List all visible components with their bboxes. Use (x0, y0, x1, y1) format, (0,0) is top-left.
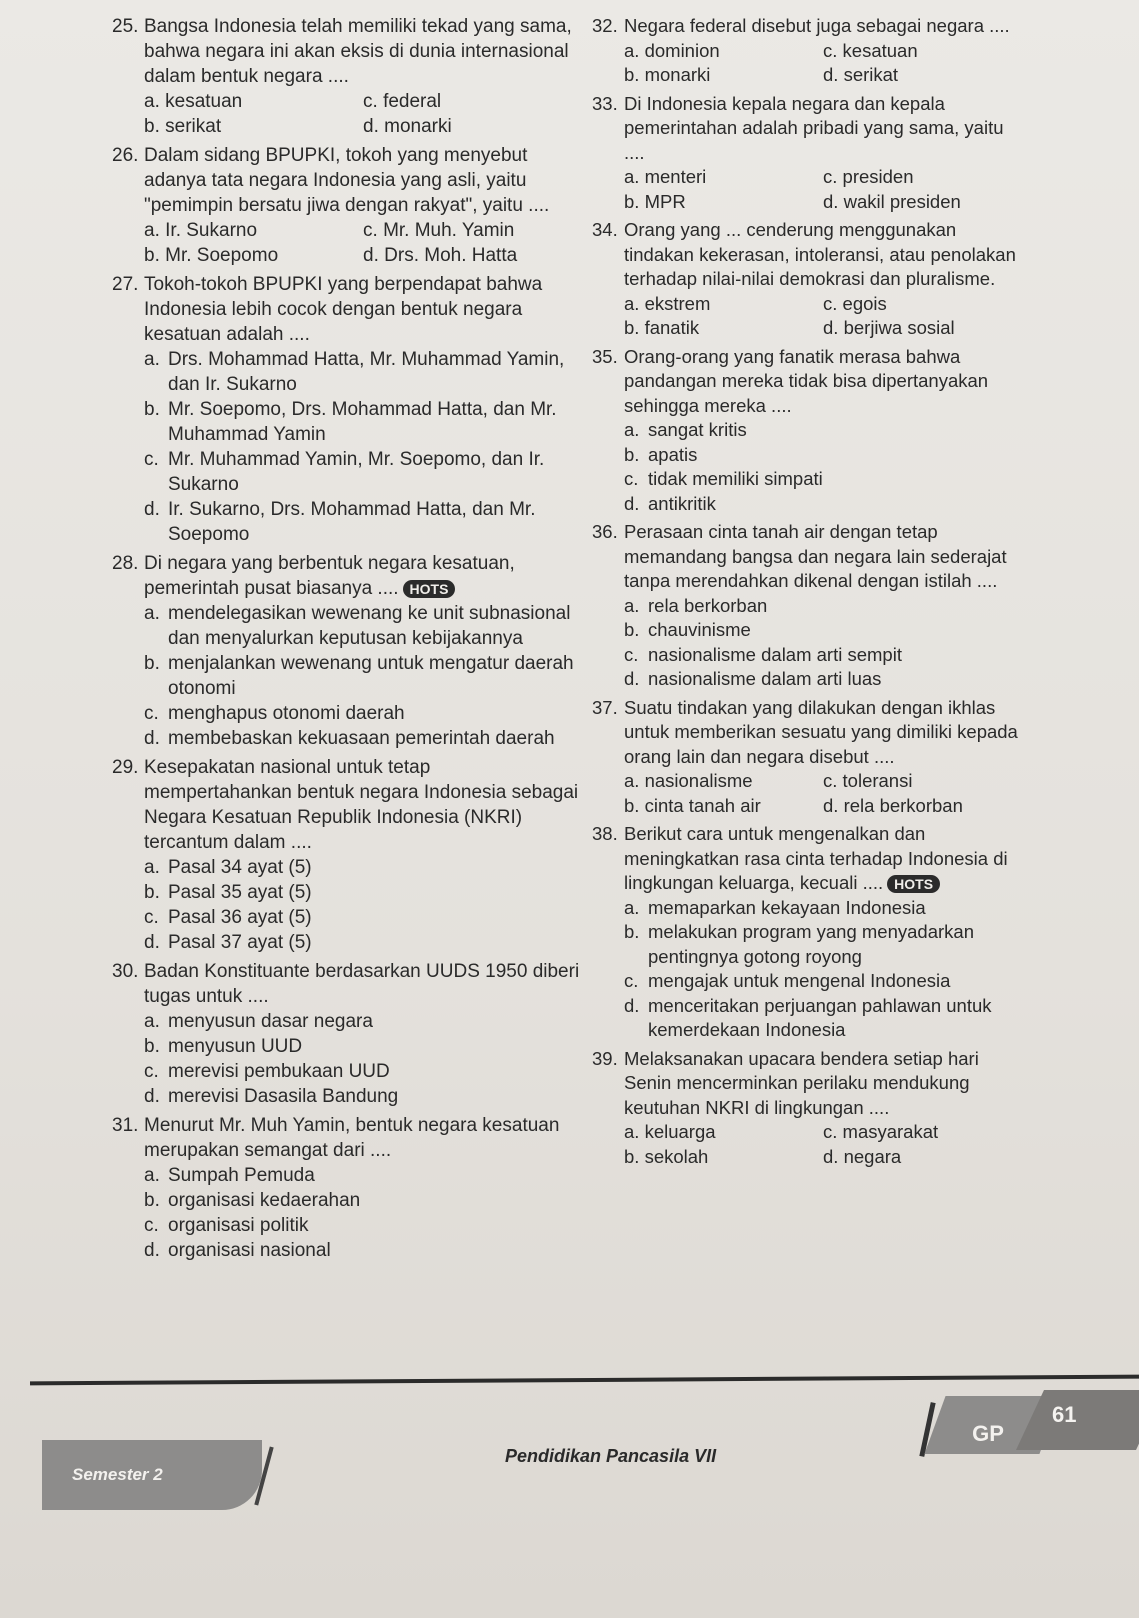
option-text: merevisi Dasasila Bandung (168, 1086, 399, 1107)
page-number: 61 (1052, 1402, 1077, 1427)
right-column (592, 14, 1022, 1173)
question-number: 25. (112, 16, 139, 37)
option-text: nasionalisme dalam arti sempit (648, 643, 902, 665)
option-text: Drs. Moh. Hatta (384, 245, 518, 266)
option-text: masyarakat (842, 1121, 939, 1142)
answer-option (624, 39, 823, 64)
option-text: federal (383, 91, 442, 112)
option-letter: a. (144, 91, 160, 112)
option-letter: a. (624, 896, 640, 918)
option-text: sangat kritis (648, 419, 747, 440)
question-text: Berikut cara untuk mengenalkan dan meningkatkan rasa cinta terhadap Indonesia di lingkungan keluarga, kecuali .... (624, 823, 1008, 893)
question-text: Melaksanakan upacara bendera setiap hari Senin mencerminkan perilaku mendukung keutuhan NKRI di lingkungan .... (624, 1047, 979, 1118)
option-text: Pasal 36 ayat (5) (168, 907, 312, 928)
answer-option (363, 114, 582, 139)
answer-option (624, 190, 823, 215)
question-text: Menurut Mr. Muh Yamin, bentuk negara kesatuan merupakan semangat dari .... (144, 1115, 560, 1161)
option-letter: d. (144, 499, 160, 520)
option-letter: a. (624, 1121, 640, 1142)
option-letter: d. (144, 932, 160, 953)
option-letter: c. (624, 468, 639, 489)
answer-option (823, 165, 1022, 190)
answer-option (624, 594, 1022, 619)
answer-option (144, 601, 582, 651)
answer-option (144, 855, 582, 880)
option-text: nasionalisme dalam arti luas (648, 668, 882, 689)
question-text: Suatu tindakan yang dilakukan dengan ikhlas untuk memberikan sesuatu yang dimiliki kepada orang lain dan negara disebut .... (624, 696, 1018, 767)
option-letter: a. (144, 857, 160, 878)
answer-option (624, 467, 1022, 492)
option-letter: b. (624, 317, 640, 338)
option-letter: c. (823, 166, 838, 187)
question-text: Di Indonesia kepala negara dan kepala pemerintahan adalah pribadi yang sama, yaitu .... (624, 92, 1004, 163)
question-32 (592, 14, 1022, 88)
option-letter: a. (624, 292, 640, 314)
option-text: dominion (644, 39, 720, 61)
option-text: chauvinisme (648, 619, 751, 640)
option-text: tidak memiliki simpati (648, 468, 823, 489)
question-number: 26. (112, 145, 139, 166)
option-letter: d. (823, 1145, 839, 1167)
answer-option (624, 443, 1022, 468)
question-28 (112, 551, 582, 751)
option-letter: b. (624, 64, 640, 85)
option-text: sekolah (644, 1145, 709, 1167)
option-letter: d. (144, 1086, 160, 1107)
option-letter: c. (363, 220, 378, 241)
option-letter: a. (624, 770, 640, 791)
question-number: 37. (592, 696, 618, 718)
semester-label: Semester 2 (42, 1440, 262, 1510)
answer-option (624, 418, 1022, 443)
answer-option (144, 726, 582, 751)
option-text: berjiwa sosial (843, 317, 955, 338)
option-text: menjalankan wewenang untuk mengatur daerah otonomi (168, 653, 574, 699)
option-text: kesatuan (165, 91, 243, 112)
option-letter: b. (624, 443, 640, 465)
option-text: Mr. Soepomo (165, 245, 279, 266)
option-letter: a. (144, 1011, 160, 1032)
option-letter: c. (624, 643, 639, 665)
question-text: Kesepakatan nasional untuk tetap mempertahankan bentuk negara Indonesia sebagai Negara Kesatuan Republik Indonesia (NKRI) tercantum dalam .... (144, 757, 579, 853)
answer-option (144, 1188, 582, 1213)
question-38 (592, 822, 1022, 1043)
question-number: 31. (112, 1115, 139, 1136)
option-text: menteri (644, 166, 707, 187)
answer-option (624, 63, 823, 88)
question-35 (592, 345, 1022, 517)
option-text: rela berkorban (843, 794, 963, 816)
answer-option (624, 316, 823, 341)
option-text: apatis (648, 443, 698, 465)
option-letter: c. (823, 292, 838, 314)
answer-option (144, 905, 582, 930)
option-letter: c. (823, 39, 838, 61)
question-text: Di negara yang berbentuk negara kesatuan, pemerintah pusat biasanya .... (144, 553, 515, 599)
option-letter: b. (144, 1036, 160, 1057)
question-39 (592, 1047, 1022, 1170)
option-letter: b. (624, 190, 640, 212)
question-37 (592, 696, 1022, 819)
option-text: egois (842, 292, 887, 314)
option-text: membebaskan kekuasaan pemerintah daerah (168, 728, 555, 749)
option-text: Pasal 35 ayat (5) (168, 882, 312, 903)
answer-option (823, 1120, 1022, 1145)
option-letter: d. (823, 64, 839, 85)
answer-option (624, 1145, 823, 1170)
question-text: Dalam sidang BPUPKI, tokoh yang menyebut adanya tata negara Indonesia yang asli, yaitu "pemimpin bersatu jiwa dengan rakyat", yaitu .... (144, 145, 550, 216)
answer-option (624, 994, 1022, 1043)
option-letter: c. (624, 970, 639, 991)
answer-option (144, 114, 363, 139)
option-letter: d. (144, 1240, 160, 1261)
option-letter: d. (823, 794, 839, 816)
option-letter: c. (144, 907, 159, 928)
hots-badge: HOTS (403, 580, 456, 598)
answer-option (624, 618, 1022, 643)
option-letter: d. (363, 116, 379, 137)
question-36 (592, 520, 1022, 692)
answer-option (823, 316, 1022, 341)
option-text: Sumpah Pemuda (168, 1165, 315, 1186)
option-text: monarki (384, 116, 452, 137)
answer-option (144, 397, 582, 447)
option-text: Mr. Muhammad Yamin, Mr. Soepomo, dan Ir. Sukarno (168, 449, 545, 495)
answer-option (144, 1059, 582, 1084)
option-text: menyusun UUD (168, 1036, 303, 1057)
option-text: fanatik (644, 317, 700, 338)
answer-option (624, 769, 823, 794)
answer-option (144, 651, 582, 701)
answer-option (624, 969, 1022, 994)
question-33 (592, 92, 1022, 215)
option-text: wakil presiden (843, 190, 961, 212)
hots-badge: HOTS (887, 875, 940, 893)
option-text: rela berkorban (648, 594, 768, 616)
option-letter: c. (144, 703, 159, 724)
option-text: organisasi politik (168, 1215, 309, 1236)
option-letter: a. (624, 166, 640, 187)
question-number: 38. (592, 823, 618, 844)
option-letter: b. (144, 245, 160, 266)
option-letter: b. (624, 921, 640, 942)
option-text: presiden (842, 166, 914, 187)
answer-option (363, 243, 582, 268)
question-number: 30. (112, 961, 139, 982)
option-letter: c. (823, 1121, 838, 1142)
answer-option (823, 292, 1022, 317)
answer-option (624, 292, 823, 317)
answer-option (144, 1034, 582, 1059)
option-text: mengajak untuk mengenal Indonesia (648, 970, 951, 991)
book-title: Pendidikan Pancasila VII (505, 1446, 717, 1466)
answer-option (624, 667, 1022, 692)
option-letter: d. (823, 190, 839, 212)
option-letter: a. (144, 603, 160, 624)
answer-option (363, 89, 582, 114)
question-34 (592, 218, 1022, 341)
answer-option (363, 218, 582, 243)
answer-option (144, 880, 582, 905)
answer-option (144, 89, 363, 114)
question-26 (112, 143, 582, 268)
question-text: Bangsa Indonesia telah memiliki tekad yang sama, bahwa negara ini akan eksis di dunia internasional dalam bentuk negara .... (144, 16, 572, 87)
option-letter: b. (144, 116, 160, 137)
answer-option (624, 165, 823, 190)
option-text: Drs. Mohammad Hatta, Mr. Muhammad Yamin, dan Ir. Sukarno (168, 349, 565, 395)
option-letter: b. (144, 653, 160, 674)
answer-option (823, 39, 1022, 64)
option-text: Ir. Sukarno (165, 220, 258, 241)
question-number: 34. (592, 219, 618, 240)
option-letter: b. (144, 399, 160, 420)
answer-option (624, 794, 823, 819)
option-letter: b. (624, 1145, 640, 1167)
option-text: nasionalisme (644, 770, 753, 791)
option-letter: d. (624, 492, 640, 514)
option-text: organisasi nasional (168, 1240, 331, 1261)
question-30 (112, 959, 582, 1109)
option-letter: c. (823, 770, 838, 791)
option-text: Ir. Sukarno, Drs. Mohammad Hatta, dan Mr. Soepomo (168, 499, 536, 545)
question-text: Orang yang ... cenderung menggunakan tindakan kekerasan, intoleransi, atau penolakan terhadap nilai-nilai demokrasi dan pluralisme. (624, 219, 1016, 289)
option-text: serikat (843, 64, 899, 85)
option-text: negara (843, 1145, 902, 1167)
option-text: MPR (644, 190, 686, 212)
option-text: toleransi (842, 770, 913, 791)
question-number: 28. (112, 553, 139, 574)
option-text: Pasal 37 ayat (5) (168, 932, 312, 953)
option-text: cinta tanah air (644, 794, 761, 816)
option-text: merevisi pembukaan UUD (168, 1061, 390, 1082)
option-letter: a. (144, 1165, 160, 1186)
option-letter: d. (823, 317, 839, 338)
question-25 (112, 14, 582, 139)
option-text: kesatuan (842, 39, 918, 61)
answer-option (823, 190, 1022, 215)
question-number: 39. (592, 1047, 618, 1069)
option-text: memaparkan kekayaan Indonesia (648, 896, 926, 918)
question-text: Perasaan cinta tanah air dengan tetap memandang bangsa dan negara lain sederajat tanpa merendahkan dikenal dengan istilah .... (624, 521, 1007, 591)
answer-option (144, 1084, 582, 1109)
answer-option (144, 243, 363, 268)
question-text: Negara federal disebut juga sebagai negara .... (624, 15, 1010, 36)
option-letter: c. (144, 1215, 159, 1236)
answer-option (624, 492, 1022, 517)
answer-option (144, 1213, 582, 1238)
option-text: melakukan program yang menyadarkan pentingnya gotong royong (648, 921, 974, 967)
publisher-logo: GP (972, 1421, 1004, 1446)
answer-option (823, 1145, 1022, 1170)
answer-option (144, 1009, 582, 1034)
question-text: Tokoh-tokoh BPUPKI yang berpendapat bahwa Indonesia lebih cocok dengan bentuk negara kesatuan adalah .... (144, 274, 543, 345)
answer-option (144, 1163, 582, 1188)
option-letter: c. (144, 449, 159, 470)
option-letter: a. (624, 419, 640, 440)
answer-option (144, 347, 582, 397)
answer-option (823, 794, 1022, 819)
option-letter: d. (624, 994, 640, 1016)
question-text: Badan Konstituante berdasarkan UUDS 1950 diberi tugas untuk .... (144, 961, 580, 1007)
option-letter: a. (144, 220, 160, 241)
option-text: keluarga (644, 1121, 716, 1142)
question-number: 33. (592, 92, 618, 114)
option-text: menyusun dasar negara (168, 1011, 373, 1032)
answer-option (144, 930, 582, 955)
answer-option (144, 497, 582, 547)
answer-option (624, 643, 1022, 668)
option-letter: b. (144, 882, 160, 903)
option-text: menghapus otonomi daerah (168, 703, 405, 724)
question-number: 35. (592, 345, 618, 367)
option-letter: c. (144, 1061, 159, 1082)
answer-option (144, 218, 363, 243)
option-text: menceritakan perjuangan pahlawan untuk kemerdekaan Indonesia (648, 994, 992, 1040)
option-text: Mr. Soepomo, Drs. Mohammad Hatta, dan Mr. Muhammad Yamin (168, 399, 557, 445)
option-text: Mr. Muh. Yamin (383, 220, 515, 241)
answer-option (144, 701, 582, 726)
answer-option (624, 920, 1022, 969)
option-text: monarki (644, 64, 711, 85)
option-text: ekstrem (644, 292, 711, 314)
answer-option (624, 1120, 823, 1145)
option-letter: a. (624, 594, 640, 616)
option-letter: a. (144, 349, 160, 370)
question-31 (112, 1113, 582, 1263)
answer-option (823, 63, 1022, 88)
question-text: Orang-orang yang fanatik merasa bahwa pandangan mereka tidak bisa dipertanyakan sehingga mereka .... (624, 345, 989, 416)
question-27 (112, 272, 582, 547)
option-letter: b. (624, 619, 640, 640)
option-letter: a. (624, 39, 640, 61)
question-number: 32. (592, 15, 618, 36)
option-text: Pasal 34 ayat (5) (168, 857, 312, 878)
option-letter: c. (363, 91, 378, 112)
option-letter: d. (144, 728, 160, 749)
left-column (112, 14, 582, 1267)
option-text: antikritik (648, 492, 716, 514)
option-letter: b. (144, 1190, 160, 1211)
option-text: mendelegasikan wewenang ke unit subnasional dan menyalurkan keputusan kebijakannya (168, 603, 571, 649)
question-number: 29. (112, 757, 139, 778)
answer-option (144, 447, 582, 497)
option-letter: d. (624, 668, 640, 689)
option-letter: b. (624, 794, 640, 816)
option-letter: d. (363, 245, 379, 266)
option-text: organisasi kedaerahan (168, 1190, 361, 1211)
question-number: 27. (112, 274, 139, 295)
answer-option (823, 769, 1022, 794)
question-number: 36. (592, 521, 618, 542)
question-29 (112, 755, 582, 955)
footer-divider (30, 1375, 1139, 1386)
answer-option (144, 1238, 582, 1263)
option-text: serikat (165, 116, 222, 137)
answer-option (624, 896, 1022, 921)
